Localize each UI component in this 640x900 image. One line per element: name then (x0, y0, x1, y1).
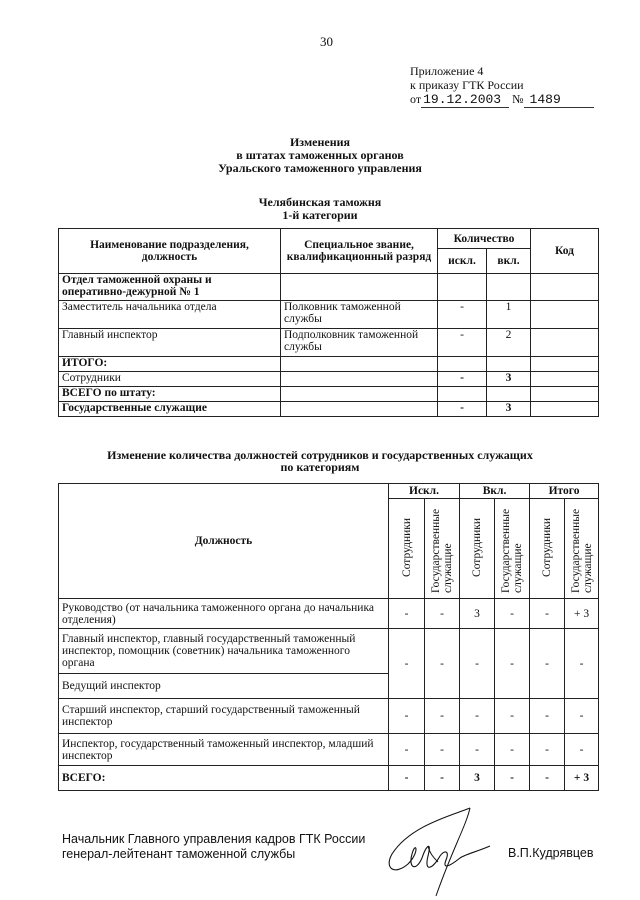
header-incl: Вкл. (460, 484, 530, 499)
signatory-title (62, 832, 365, 862)
row-excl (438, 357, 487, 372)
row-rank (281, 274, 438, 301)
row-incl (487, 357, 531, 372)
staff-changes-table (58, 228, 599, 417)
header-code: Код (531, 229, 599, 274)
header-excl-civil: Государственные служащие (430, 508, 454, 593)
row-rank (281, 402, 438, 417)
table-row (59, 301, 599, 329)
header-incl-civil: Государственные служащие (500, 508, 525, 593)
row-value: - (425, 599, 460, 629)
row-excl (438, 387, 487, 402)
row-name: Заместитель начальника отдела (59, 301, 281, 329)
row-rank: Полковник таможенной службы (281, 301, 438, 329)
table-row (59, 734, 599, 766)
subtitle-line2: по категориям (280, 460, 360, 474)
row-value: - (530, 699, 565, 734)
header-excl: искл. (438, 249, 487, 274)
row-value: - (460, 629, 495, 699)
row-position: ВСЕГО: (59, 766, 389, 791)
row-position: Руководство (от начальника таможенного органа до начальника отделения) (59, 599, 389, 629)
row-code (531, 402, 599, 417)
row-rank: Подполковник таможенной службы (281, 329, 438, 357)
row-value: - (460, 699, 495, 734)
org-line2: 1-й категории (282, 208, 358, 222)
row-name: ИТОГО: (59, 357, 281, 372)
document-title (0, 136, 640, 175)
row-position: Старший инспектор, старший государственный таможенный инспектор (59, 699, 389, 734)
row-value: + 3 (565, 599, 599, 629)
row-code (531, 372, 599, 387)
row-value: - (389, 699, 425, 734)
header-position: Должность (59, 484, 389, 599)
row-value: - (565, 699, 599, 734)
row-code (531, 274, 599, 301)
row-name: Отдел таможенной охраны и оперативно-дежурной № 1 (59, 274, 281, 301)
order-number: 1489 (524, 93, 594, 108)
row-name: Государственные служащие (59, 402, 281, 417)
row-value: - (495, 766, 530, 791)
table-row (59, 599, 599, 629)
row-value: - (530, 629, 565, 699)
org-line1: Челябинская таможня (258, 195, 382, 209)
row-value: - (460, 734, 495, 766)
row-code (531, 357, 599, 372)
appendix-date-line (410, 92, 594, 108)
table-row (59, 329, 599, 357)
row-excl: - (438, 402, 487, 417)
row-value: - (389, 766, 425, 791)
row-value: - (389, 599, 425, 629)
number-label: № (512, 92, 524, 106)
row-value: - (425, 734, 460, 766)
table-row (59, 274, 599, 301)
row-name: ВСЕГО по штату: (59, 387, 281, 402)
row-incl: 1 (487, 301, 531, 329)
row-rank (281, 387, 438, 402)
order-date: 19.12.2003 (421, 93, 509, 108)
row-value: - (495, 629, 530, 699)
row-value: + 3 (565, 766, 599, 791)
row-excl: - (438, 329, 487, 357)
row-value: - (495, 699, 530, 734)
row-position: Главный инспектор, главный государственный таможенный инспектор, помощник (советник) начальника таможенного органа (59, 629, 389, 674)
row-code (531, 387, 599, 402)
table-row (59, 699, 599, 734)
from-label: от (410, 92, 422, 106)
row-incl: 2 (487, 329, 531, 357)
header-incl-employees: Сотрудники (471, 517, 484, 577)
row-value: - (389, 734, 425, 766)
header-excl: Искл. (389, 484, 460, 499)
row-value: - (389, 629, 425, 699)
row-value: - (495, 599, 530, 629)
row-value: 3 (460, 766, 495, 791)
row-excl: - (438, 301, 487, 329)
category-changes-title (0, 449, 640, 473)
row-value: - (565, 734, 599, 766)
row-value: - (425, 629, 460, 699)
subtitle-line1: Изменение количества должностей сотрудников и государственных служащих (107, 448, 533, 462)
title-line1: Изменения (289, 135, 351, 149)
row-incl: 3 (487, 402, 531, 417)
row-position: Инспектор, государственный таможенный инспектор, младший инспектор (59, 734, 389, 766)
table-row (59, 629, 599, 674)
header-total-civil: Государственные служащие (569, 508, 594, 593)
row-position: Ведущий инспектор (59, 674, 389, 699)
appendix-line2: к приказу ГТК России (410, 78, 524, 92)
row-value: - (425, 699, 460, 734)
row-excl: - (438, 372, 487, 387)
row-incl: 3 (487, 372, 531, 387)
appendix-line1: Приложение 4 (410, 64, 484, 78)
row-rank (281, 357, 438, 372)
title-line2: в штатах таможенных органов (236, 148, 404, 162)
title-line3: Уральского таможенного управления (218, 161, 422, 175)
table-row (59, 402, 599, 417)
row-incl (487, 387, 531, 402)
row-value: - (425, 766, 460, 791)
row-value: - (495, 734, 530, 766)
category-changes-table (58, 483, 599, 791)
row-value: 3 (460, 599, 495, 629)
page-number: 30 (320, 34, 333, 49)
header-name: Наименование подразделения, должность (59, 229, 281, 274)
table-row (59, 766, 599, 791)
table-row (59, 387, 599, 402)
header-total-employees: Сотрудники (541, 517, 554, 577)
signatory-title-line2: генерал-лейтенант таможенной службы (62, 847, 296, 861)
row-name: Сотрудники (59, 372, 281, 387)
row-code (531, 301, 599, 329)
handwritten-signature-icon (380, 806, 510, 900)
signatory-name: В.П.Кудрявцев (508, 846, 594, 860)
row-excl (438, 274, 487, 301)
row-value: - (530, 599, 565, 629)
header-rank: Специальное звание, квалификационный разряд (281, 229, 438, 274)
row-value: - (530, 734, 565, 766)
organization-title (0, 196, 640, 222)
header-quantity: Количество (438, 229, 531, 249)
table-row (59, 372, 599, 387)
row-name: Главный инспектор (59, 329, 281, 357)
header-excl-employees: Сотрудники (400, 517, 413, 577)
signatory-title-line1: Начальник Главного управления кадров ГТК России (62, 832, 366, 846)
appendix-block (410, 64, 594, 108)
row-incl (487, 274, 531, 301)
row-code (531, 329, 599, 357)
row-value: - (565, 629, 599, 699)
row-value: - (530, 766, 565, 791)
row-rank (281, 372, 438, 387)
header-incl: вкл. (487, 249, 531, 274)
table-row (59, 357, 599, 372)
header-total: Итого (530, 484, 599, 499)
